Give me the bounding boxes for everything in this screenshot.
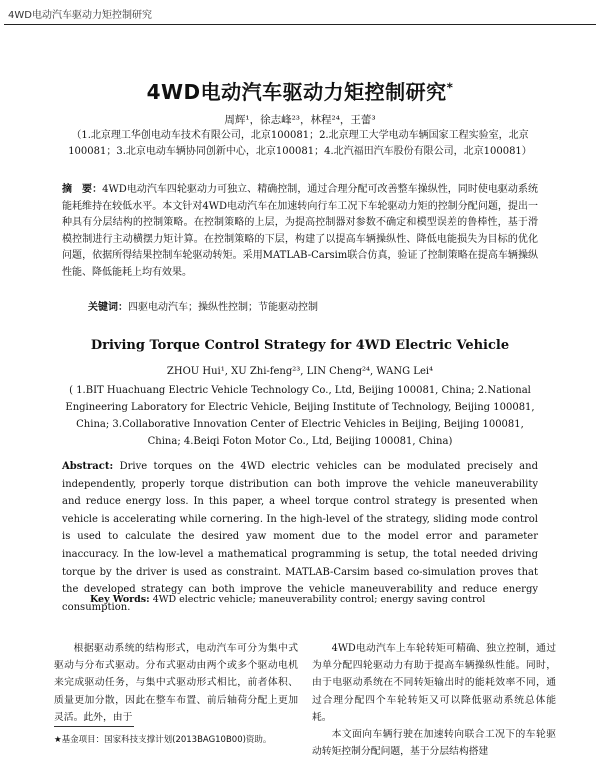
footnote-rule (54, 726, 134, 727)
funding-mark: * (446, 80, 454, 95)
chinese-keywords-label: 关键词： (88, 302, 128, 313)
chinese-abstract-label: 摘 要： (62, 184, 103, 195)
header-rule (4, 24, 596, 25)
chinese-affiliations: （1.北京理工华创电动车技术有限公司，北京100081；2.北京理工大学电动车辆国家工程实验室，北京100081；3.北京电动车辆协同创新中心，北京100081；4.北汽福田汽车股份有限公司，北京100081） (68, 130, 532, 157)
body-left-column: 根据驱动系统的结构形式，电动汽车可分为集中式驱动与分布式驱动。分布式驱动由两个或多个驱动电机来完成驱动任务，与集中式驱动形式相比，前者体积、质量更加分散，因此在整车布置、前后轴荷分配上更加灵活。此外，由于 (54, 643, 298, 723)
english-affiliations: ( 1.BIT Huachuang Electric Vehicle Technology Co., Ltd, Beijing 100081, China; 2.National Engineering Laboratory for Electric Vehicle, Beijing Institute of Technology, Beijing 100081, China; 3.Collaborative Innovation Center of Electric Vehicles in Beijing, Beijing 100081, China; 4.Beiqi Foton Motor Co., Ltd, Beijing 100081, China) (65, 385, 535, 447)
english-authors: ZHOU Hui¹, XU Zhi-feng²³, LIN Cheng²⁴, WANG Lei⁴ (166, 366, 434, 377)
running-head: 4WD电动汽车驱动力矩控制研究 (8, 10, 152, 21)
chinese-title (0, 76, 600, 105)
body-right-paragraph-1: 4WD电动汽车上车轮转矩可精确、独立控制，通过为单分配四轮驱动力有助于提高车辆操纵性能。同时，由于电驱动系统在不同转矩输出时的能耗效率不同，通过合理分配四个车轮转矩又可以降低驱动系统总体能耗。 (312, 643, 556, 723)
chinese-abstract (62, 182, 538, 281)
chinese-authors: 周辉¹，徐志峰²³，林程²⁴，王蕾³ (224, 114, 376, 126)
english-abstract (62, 458, 538, 616)
english-keywords-label: Key Words: (90, 594, 150, 605)
funding-footnote: ★基金项目：国家科技支撑计划(2013BAG10B00)资助。 (54, 735, 272, 745)
chinese-abstract-text: 4WD电动汽车四轮驱动力可独立、精确控制，通过合理分配可改善整车操纵性，同时使电驱动系统能耗维持在较低水平。本文针对4WD电动汽车在加速转向行车工况下车轮驱动力矩的控制分配问题，提出一种具有分层结构的控制策略。在控制策略的上层，为提高控制器对参数不确定和模型误差的鲁棒性，基于滑模控制进行主动横摆力矩计算。在控制策略的下层，构建了以提高车辆操纵性、降低电能损失为目标的优化问题，依据所得结果控制车轮驱动转矩。采用MATLAB-Carsim联合仿真，验证了控制策略在提高车辆操纵性能、降低能耗上均有效果。 (62, 184, 538, 278)
english-keywords (90, 594, 538, 605)
chinese-keywords-text: 四驱电动汽车；操纵性控制；节能驱动控制 (128, 302, 318, 313)
chinese-keywords (88, 298, 538, 313)
chinese-title-text: 4WD电动汽车驱动力矩控制研究 (146, 80, 447, 104)
english-abstract-label: Abstract: (62, 461, 114, 472)
english-keywords-text: 4WD electric vehicle; maneuverability control; energy saving control (152, 594, 486, 605)
body-right-column (312, 640, 556, 760)
body-right-paragraph-2: 本文面向车辆行驶在加速转向联合工况下的车轮驱动转矩控制分配问题，基于分层结构搭建 (312, 729, 556, 758)
english-abstract-text: Drive torques on the 4WD electric vehicles can be modulated precisely and independently, properly torque distribution can both improve the vehicle maneuverability and reduce energy loss. In this paper, a wheel torque control strategy is presented when vehicle is accelerating while cornering. In the high-level of the strategy, sliding mode control is used to calculate the desired yaw moment due to the model error and parameter inaccuracy. In the low-level a mathematical programming is setup, the total needed driving torque by the driver is used as constraint. MATLAB-Carsim based co-simulation proves that the developed strategy can both improve the vehicle maneuverability and reduce energy consumption. (62, 461, 538, 613)
english-title: Driving Torque Control Strategy for 4WD Electric Vehicle (90, 338, 510, 353)
